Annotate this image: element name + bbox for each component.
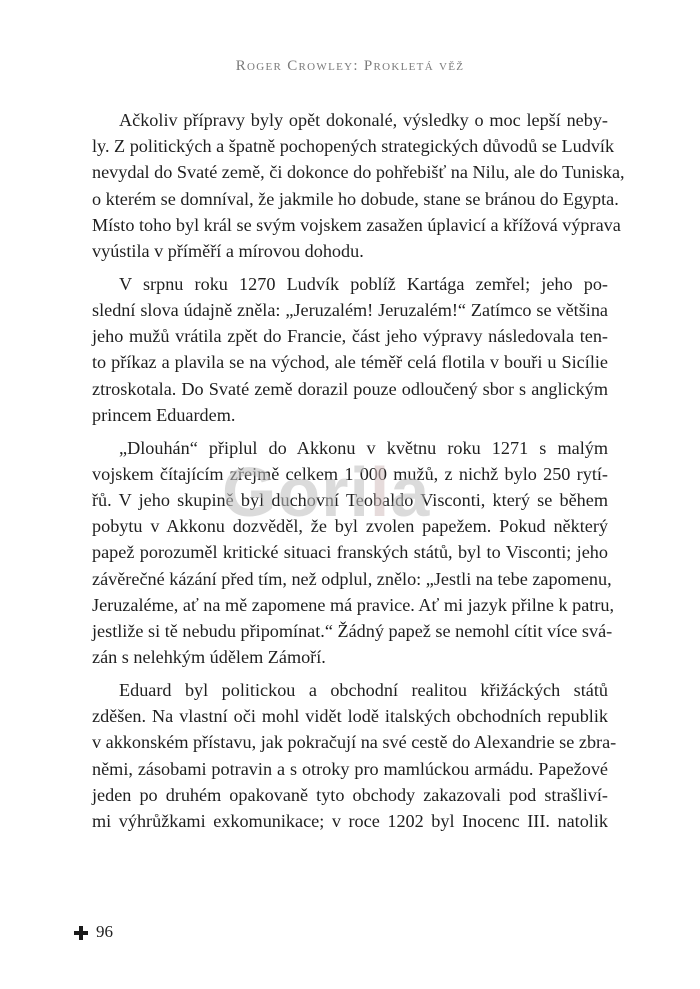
page-footer — [74, 922, 113, 942]
page-number: 96 — [96, 922, 113, 941]
text-line: závěrečné kázání před tím, než odplul, znělo: „Jestli na tebe zapomenu, — [92, 568, 612, 589]
text-line: Eduard byl politickou a obchodní realitou křižáckých států — [119, 680, 608, 701]
text-line: Místo toho byl král se svým vojskem zasažen úplavicí a křížová výprava — [92, 214, 621, 235]
watermark-text-end: a — [390, 453, 431, 531]
text-line: to příkaz a plavila se na východ, ale téměř celá flotila v bouři u Sicílie — [92, 352, 608, 373]
text-line: o kterém se domníval, že jakmile ho dobude, stane se bránou do Egypta. — [92, 188, 619, 209]
text-line: jeho mužů vrátila zpět do Francie, část jeho výpravy následovala ten- — [92, 326, 608, 347]
text-line: nevydal do Svaté země, či dokonce do pohřebišť na Nilu, ale do Tuniska, — [92, 162, 625, 183]
text-line: pobytu v Akkonu dozvěděl, že byl zvolen papežem. Pokud některý — [92, 516, 608, 537]
text-line: zán s nelehkým údělem Zámoří. — [92, 647, 326, 668]
watermark-text-main: Gori — [222, 453, 370, 531]
running-head: Roger Crowley: Prokletá věž — [235, 58, 465, 74]
text-line: v akkonském přístavu, jak pokračují na své cestě do Alexandrie se zbra- — [92, 732, 617, 753]
text-line: V srpnu roku 1270 Ludvík poblíž Kartága zemřel; jeho po- — [119, 273, 608, 294]
text-line: řů. V jeho skupině byl duchovní Teobaldo Visconti, který se během — [92, 490, 608, 511]
text-line: ly. Z politických a špatně pochopených strategických důvodů se Ludvík — [92, 136, 615, 157]
text-line: němi, zásobami potravin a s otroky pro mamlúckou armádu. Papežové — [92, 758, 608, 779]
paragraph — [92, 435, 615, 671]
text-line: slední slova údajně zněla: „Jeruzalém! Jeruzalém!“ Zatímco se většina — [92, 300, 608, 321]
text-line: jeden po druhém opakovaně tyto obchody zakazovali pod strašliví- — [92, 784, 608, 805]
text-line: zděšen. Na vlastní oči mohl vidět lodě italských obchodních republik — [92, 706, 608, 727]
paragraph — [92, 677, 617, 834]
text-line: vyústila v příměří a mírovou dohodu. — [92, 241, 364, 262]
text-line: mi výhrůžkami exkomunikace; v roce 1202 byl Inocenc III. natolik — [92, 811, 608, 832]
text-line: papež porozuměl kritické situaci franských států, byl to Visconti; jeho — [92, 542, 608, 563]
text-line: vojskem čítajícím zřejmě celkem 1 000 mužů, z nichž bylo 250 rytí- — [92, 463, 608, 484]
paragraph — [92, 107, 625, 264]
text-line: Ačkoliv přípravy byly opět dokonalé, výsledky o moc lepší neby- — [119, 110, 608, 130]
text-line: princem Eduardem. — [92, 404, 236, 425]
paragraph — [92, 271, 608, 428]
text-line: ztroskotala. Do Svaté země dorazil pouze odloučený sbor s anglickým — [92, 378, 608, 399]
text-line: jestliže si tě nebudu připomínat.“ Žádný papež se nemohl cítit více svá- — [92, 621, 613, 642]
body-text — [92, 107, 625, 841]
watermark-text-dot: l — [369, 453, 391, 531]
text-line: „Dlouhán“ připlul do Akkonu v květnu roku 1271 s malým — [119, 437, 608, 458]
cross-icon — [74, 925, 88, 939]
text-line: Jeruzaléme, ať na mě zapomene má pravice. Ať mi jazyk přilne k patru, — [92, 594, 615, 615]
